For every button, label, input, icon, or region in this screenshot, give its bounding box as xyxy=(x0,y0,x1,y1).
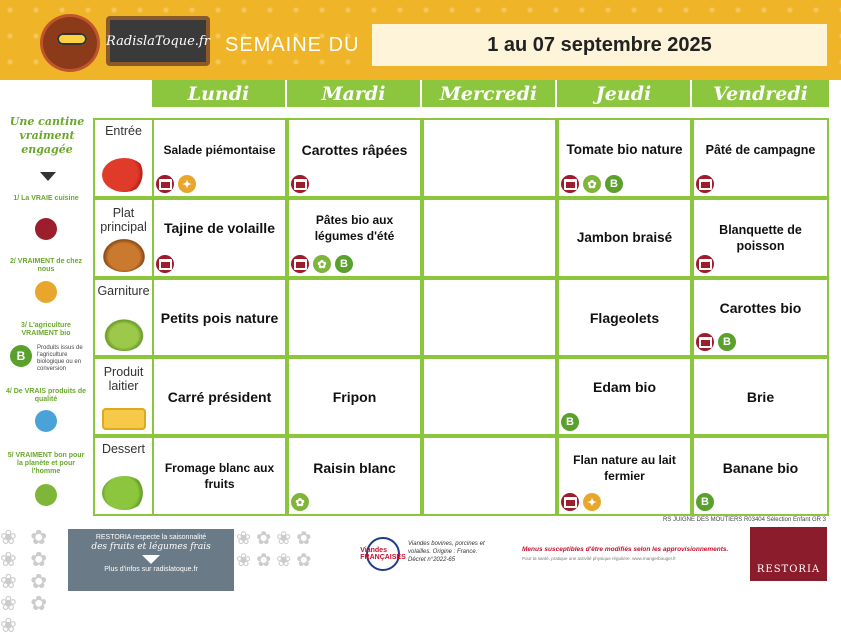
bio-icon: B xyxy=(335,255,353,273)
arrow-down-icon xyxy=(142,555,160,564)
pot-icon xyxy=(696,175,714,193)
pot-icon xyxy=(156,175,174,193)
eco-icon xyxy=(583,175,601,193)
dish-name: Jambon braisé xyxy=(576,230,673,245)
menu-cell-entree-jeudi[interactable] xyxy=(557,118,692,198)
pot-icon xyxy=(561,175,579,193)
apple-icon xyxy=(102,476,146,510)
dish-name: Edam bio xyxy=(592,379,656,395)
vegetable-pattern-icon: ❀ ✿ ❀ ✿ ❀ ✿ ❀ ✿ xyxy=(236,528,312,570)
menu-cell-plat-vendredi[interactable] xyxy=(692,198,829,278)
pot-icon xyxy=(291,175,309,193)
quality-icon xyxy=(35,410,57,432)
menu-cell-garniture-lundi[interactable] xyxy=(152,278,287,357)
category-dessert xyxy=(93,436,152,516)
eco-icon xyxy=(291,493,309,511)
category-laitier xyxy=(93,357,152,436)
dish-name: Blanquette de poisson xyxy=(719,223,802,253)
local-icon xyxy=(35,281,57,303)
pot-icon xyxy=(35,218,57,240)
seasonality-banner[interactable] xyxy=(68,529,234,591)
viandes-origin-text: Viandes bovines, porcines et volailles. Origine : France. Décret n°2022-65 xyxy=(408,541,485,563)
cheese-icon xyxy=(102,408,146,430)
dish-name: Petits pois nature xyxy=(160,310,279,326)
category-label: Plat principal xyxy=(100,206,147,234)
menu-cell-laitier-vendredi[interactable] xyxy=(692,357,829,436)
menu-cell-garniture-mercredi[interactable] xyxy=(422,278,557,357)
menu-cell-laitier-jeudi[interactable] xyxy=(557,357,692,436)
chef-mascot-icon xyxy=(40,14,100,72)
week-date-range: 1 au 07 septembre 2025 xyxy=(372,24,827,66)
sidebar-item-planete: 5/ VRAIMENT bon pour la planète et pour l'homme xyxy=(7,452,85,475)
bio-icon: B xyxy=(718,333,736,351)
dish-name: Raisin blanc xyxy=(313,460,396,476)
logo[interactable] xyxy=(20,6,210,78)
menu-cell-plat-mardi[interactable] xyxy=(287,198,422,278)
category-label: Dessert xyxy=(101,442,146,456)
sidebar-item-qualite: 4/ De VRAIS produits de qualité xyxy=(5,388,87,403)
sidebar-title: Une cantine vraiment engagée xyxy=(9,115,85,156)
dish-name: Fripon xyxy=(332,389,377,405)
day-header-mercredi: Mercredi xyxy=(422,80,557,107)
sidebar-item-local: 2/ VRAIMENT de chez nous xyxy=(10,258,82,273)
menu-cell-entree-mardi[interactable] xyxy=(287,118,422,198)
health-note: Pour ta santé, pratique une activité physique régulière. www.mangerbouger.fr xyxy=(522,556,676,561)
dish-name: Carré président xyxy=(167,389,272,405)
dish-name: Flageolets xyxy=(589,310,660,326)
dish-name: Brie xyxy=(746,389,775,405)
pot-icon xyxy=(561,493,579,511)
day-header-mardi: Mardi xyxy=(287,80,422,107)
semaine-label: SEMAINE DU xyxy=(225,34,360,56)
menu-cell-plat-lundi[interactable] xyxy=(152,198,287,278)
menu-cell-garniture-jeudi[interactable] xyxy=(557,278,692,357)
reference-code: RS JUIGNE DES MOUTIERS R03404 Sélection Enfant GR 3 xyxy=(662,517,826,523)
menu-cell-plat-jeudi[interactable] xyxy=(557,198,692,278)
sidebar-item-cuisine: 1/ La VRAIE cuisine xyxy=(13,195,79,202)
day-header-lundi: Lundi xyxy=(152,80,287,107)
bio-note: Produits issus de l'agriculture biologique ou en conversion xyxy=(37,345,83,372)
bio-icon: B xyxy=(10,345,32,367)
menu-cell-plat-mercredi[interactable] xyxy=(422,198,557,278)
bio-icon: B xyxy=(696,493,714,511)
menu-cell-laitier-mercredi[interactable] xyxy=(422,357,557,436)
menu-cell-dessert-mercredi[interactable] xyxy=(422,436,557,516)
menu-cell-entree-lundi[interactable] xyxy=(152,118,287,198)
menu-cell-dessert-vendredi[interactable] xyxy=(692,436,829,516)
bio-icon: B xyxy=(561,413,579,431)
category-label: Entrée xyxy=(105,124,142,138)
menu-cell-entree-mercredi[interactable] xyxy=(422,118,557,198)
dish-name: Carottes bio xyxy=(719,300,802,316)
category-label: Produit laitier xyxy=(103,365,144,393)
dish-name: Tomate bio nature xyxy=(566,142,683,157)
dish-name: Fromage blanc aux fruits xyxy=(164,461,275,491)
seasonality-line2: des fruits et légumes frais xyxy=(91,542,211,552)
pot-icon xyxy=(156,255,174,273)
menu-cell-entree-vendredi[interactable] xyxy=(692,118,829,198)
vegetable-pattern-icon: ❀ ✿ ❀ ✿ ❀ ✿ ❀ ✿ ❀ xyxy=(0,527,52,637)
dish-name: Pâté de campagne xyxy=(705,143,816,157)
menu-cell-garniture-vendredi[interactable] xyxy=(692,278,829,357)
pot-icon xyxy=(696,333,714,351)
menu-cell-laitier-lundi[interactable] xyxy=(152,357,287,436)
viandes-francaises-badge: Viandes FRANÇAISES xyxy=(366,537,400,571)
category-label: Garniture xyxy=(97,284,150,298)
seasonality-link[interactable]: Plus d'infos sur radislatoque.fr xyxy=(104,566,198,573)
arrow-down-icon xyxy=(40,172,56,181)
local-icon xyxy=(583,493,601,511)
local-icon xyxy=(178,175,196,193)
bio-icon: B xyxy=(605,175,623,193)
menu-cell-dessert-mardi[interactable] xyxy=(287,436,422,516)
dish-name: Banane bio xyxy=(722,460,799,476)
category-entree xyxy=(93,118,152,198)
roast-chicken-icon xyxy=(102,238,146,272)
day-header-vendredi: Vendredi xyxy=(692,80,829,107)
seasonality-line1: RESTORIA respecte la saisonnalité xyxy=(95,534,207,541)
dish-name: Flan nature au lait fermier xyxy=(573,453,676,483)
menu-cell-dessert-lundi[interactable] xyxy=(152,436,287,516)
menu-cell-laitier-mardi[interactable] xyxy=(287,357,422,436)
dish-name: Carottes râpées xyxy=(301,142,408,158)
category-garniture xyxy=(93,278,152,357)
eco-icon xyxy=(313,255,331,273)
eco-icon xyxy=(35,484,57,506)
logo-board: RadislaToque.fr xyxy=(106,16,210,66)
category-plat xyxy=(93,198,152,278)
tomato-icon xyxy=(102,158,146,192)
menu-cell-garniture-mardi[interactable] xyxy=(287,278,422,357)
pot-icon xyxy=(696,255,714,273)
dish-name: Salade piémontaise xyxy=(163,143,276,157)
sidebar-item-bio: 3/ L'agriculture VRAIMENT bio xyxy=(21,322,71,337)
restoria-logo[interactable]: RESTORIA xyxy=(750,527,827,581)
dish-name: Tajine de volaille xyxy=(163,220,275,236)
menus-disclaimer: Menus susceptibles d'être modifiés selon les approvisionnements. xyxy=(522,546,729,553)
peas-icon xyxy=(102,317,146,351)
dish-name: Pâtes bio aux légumes d'été xyxy=(314,213,395,243)
menu-cell-dessert-jeudi[interactable] xyxy=(557,436,692,516)
pot-icon xyxy=(291,255,309,273)
day-header-jeudi: Jeudi xyxy=(557,80,692,107)
